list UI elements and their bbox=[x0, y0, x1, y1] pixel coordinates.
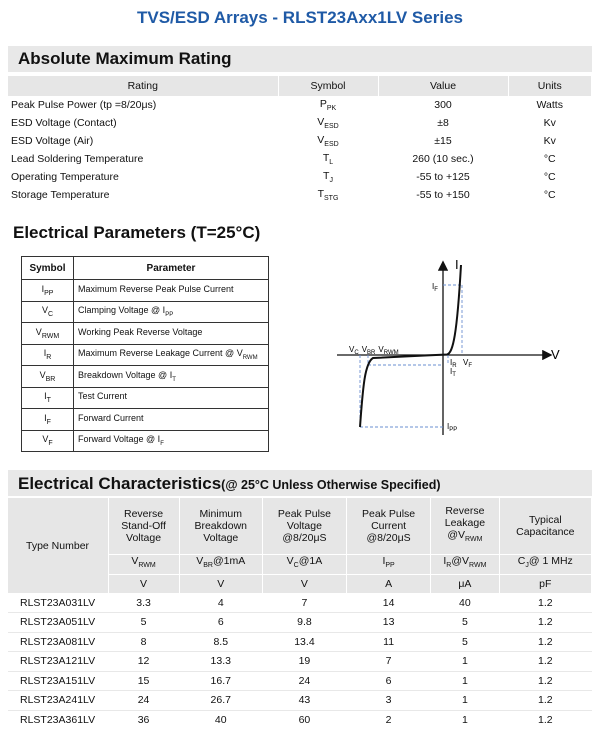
value-cell: 7 bbox=[262, 593, 346, 613]
symbol-cell: $P_{PK}$ bbox=[278, 96, 378, 114]
param-row bbox=[22, 366, 269, 388]
type-number-cell: RLST23A121LV bbox=[8, 652, 108, 672]
value-cell: 13.3 bbox=[179, 652, 262, 672]
param-description: Maximum Reverse Peak Pulse Current bbox=[74, 280, 269, 302]
param-symbol: $I_R$ bbox=[22, 344, 74, 366]
params-table bbox=[21, 256, 269, 452]
col-header: Minimum Breakdown Voltage bbox=[179, 498, 262, 554]
table-row bbox=[8, 671, 592, 691]
value-cell: 1 bbox=[431, 671, 499, 691]
col-unit: V bbox=[179, 574, 262, 593]
type-number-cell: RLST23A031LV bbox=[8, 593, 108, 613]
value-cell: 13 bbox=[347, 613, 431, 633]
param-description: Clamping Voltage @ $I_{PP}$ bbox=[74, 301, 269, 323]
value-cell: 1 bbox=[431, 652, 499, 672]
col-unit: pF bbox=[499, 574, 591, 593]
value-cell: 40 bbox=[179, 710, 262, 729]
unit-cell: °C bbox=[508, 168, 592, 186]
value-cell: 15 bbox=[108, 671, 179, 691]
unit-cell: °C bbox=[543, 153, 556, 165]
col-header: Peak Pulse Current @8/20μS bbox=[347, 498, 431, 554]
param-symbol: $I_F$ bbox=[22, 409, 74, 431]
value-cell: 24 bbox=[108, 691, 179, 711]
col-unit: μA bbox=[431, 574, 499, 593]
document-title: TVS/ESD Arrays - RLST23Axx1LV Series bbox=[137, 8, 463, 27]
value-cell: ±15 bbox=[378, 132, 508, 150]
abs-max-table bbox=[8, 76, 592, 205]
unit-cell: Kv bbox=[508, 132, 592, 150]
col-symbol: $V_C@1A$ bbox=[262, 554, 346, 574]
col-symbol: $I_R@V_{RWM}$ bbox=[431, 554, 499, 574]
param-row bbox=[22, 387, 269, 409]
value-cell: 1 bbox=[431, 691, 499, 711]
col-unit: V bbox=[108, 574, 179, 593]
value-cell: 36 bbox=[108, 710, 179, 729]
value-cell: 19 bbox=[262, 652, 346, 672]
value-cell: 7 bbox=[347, 652, 431, 672]
value-cell: 6 bbox=[347, 671, 431, 691]
col-value: Value bbox=[378, 76, 508, 96]
value-cell: 24 bbox=[262, 671, 346, 691]
param-symbol: $V_{BR}$ bbox=[22, 366, 74, 388]
type-number-cell: RLST23A051LV bbox=[8, 613, 108, 633]
label-it: $I_T$ bbox=[450, 367, 456, 378]
col-header: Reverse Stand-Off Voltage bbox=[108, 498, 179, 554]
param-description: Maximum Reverse Leakage Current @ $V_{RWM}$ bbox=[74, 344, 269, 366]
param-row bbox=[22, 344, 269, 366]
col-symbol: $V_{BR}@1mA$ bbox=[179, 554, 262, 574]
col-header: Peak Pulse Voltage @8/20μS bbox=[262, 498, 346, 554]
value-cell: 1.2 bbox=[499, 691, 591, 711]
col-param-symbol: Symbol bbox=[22, 257, 74, 280]
value-cell: 14 bbox=[347, 593, 431, 613]
label-ipp: $I_{PP}$ bbox=[447, 422, 458, 433]
value-cell: 3.3 bbox=[108, 593, 179, 613]
col-unit: V bbox=[262, 574, 346, 593]
param-description: Test Current bbox=[74, 387, 269, 409]
param-symbol: $I_T$ bbox=[22, 387, 74, 409]
rating-cell: Peak Pulse Power (tp =8/20μs) bbox=[8, 96, 278, 114]
param-row bbox=[22, 301, 269, 323]
param-row bbox=[22, 323, 269, 345]
value-cell: 16.7 bbox=[179, 671, 262, 691]
value-cell: 5 bbox=[108, 613, 179, 633]
col-header: Reverse Leakage $@V_{RWM}$ bbox=[431, 498, 499, 554]
value-cell: 26.7 bbox=[179, 691, 262, 711]
value-cell: 9.8 bbox=[262, 613, 346, 633]
axis-v-label: V bbox=[551, 347, 560, 362]
table-row bbox=[8, 691, 592, 711]
abs-max-row bbox=[8, 132, 592, 150]
col-symbol: $V_{RWM}$ bbox=[108, 554, 179, 574]
table-row bbox=[8, 652, 592, 672]
rating-cell: ESD Voltage (Air) bbox=[8, 132, 278, 150]
param-description: Working Peak Reverse Voltage bbox=[74, 323, 269, 345]
value-cell: -55 to +125 bbox=[378, 168, 508, 186]
col-unit: A bbox=[347, 574, 431, 593]
elec-char-heading: Electrical Characteristics(@ 25°C Unless Otherwise Specified) bbox=[8, 470, 592, 496]
value-cell: -55 to +150 bbox=[416, 189, 470, 201]
value-cell: 1.2 bbox=[499, 710, 591, 729]
elec-params-heading: Electrical Parameters (T=25°C) bbox=[8, 220, 592, 246]
value-cell: 1 bbox=[431, 710, 499, 729]
elec-char-note: (@ 25°C Unless Otherwise Specified) bbox=[221, 478, 441, 492]
symbol-cell: $T_J$ bbox=[278, 168, 378, 186]
abs-max-row bbox=[8, 168, 592, 186]
value-cell: 40 bbox=[431, 593, 499, 613]
abs-max-header-row bbox=[8, 76, 592, 96]
type-number-cell: RLST23A361LV bbox=[8, 710, 108, 729]
axis-i-label: I bbox=[455, 257, 459, 272]
symbol-cell: $T_{STG}$ bbox=[317, 187, 339, 203]
param-description: Breakdown Voltage @ $I_T$ bbox=[74, 366, 269, 388]
value-cell: 300 bbox=[378, 96, 508, 114]
symbol-cell: $T_L$ bbox=[322, 151, 334, 167]
param-row bbox=[22, 430, 269, 452]
value-cell: 13.4 bbox=[262, 632, 346, 652]
value-cell: 1.2 bbox=[499, 593, 591, 613]
param-symbol: $V_C$ bbox=[22, 301, 74, 323]
iv-characteristic-diagram bbox=[335, 255, 565, 440]
col-units: Units bbox=[508, 76, 592, 96]
col-header: Typical Capacitance bbox=[499, 498, 591, 554]
value-cell: 1.2 bbox=[499, 632, 591, 652]
type-number-cell: RLST23A151LV bbox=[8, 671, 108, 691]
value-cell: 4 bbox=[179, 593, 262, 613]
value-cell: 1.2 bbox=[499, 652, 591, 672]
value-cell: 5 bbox=[431, 632, 499, 652]
abs-max-row bbox=[8, 150, 592, 168]
param-description: Forward Current bbox=[74, 409, 269, 431]
col-param-name: Parameter bbox=[74, 257, 269, 280]
rating-cell: Lead Soldering Temperature bbox=[11, 153, 144, 165]
param-row bbox=[22, 280, 269, 302]
param-description: Forward Voltage @ $I_F$ bbox=[74, 430, 269, 452]
col-symbol: $C_J@$ 1 MHz bbox=[499, 554, 591, 574]
abs-max-row bbox=[8, 114, 592, 132]
abs-max-row bbox=[8, 96, 592, 114]
table-row bbox=[8, 593, 592, 613]
col-symbol: $I_{PP}$ bbox=[347, 554, 431, 574]
rating-cell: ESD Voltage (Contact) bbox=[11, 117, 117, 129]
value-cell: 8.5 bbox=[179, 632, 262, 652]
label-if: $I_F$ bbox=[432, 282, 438, 293]
value-cell: ±8 bbox=[437, 117, 449, 129]
value-cell: 43 bbox=[262, 691, 346, 711]
label-vc-vbr-vrwm: $V_C$ $V_{BR}$ $V_{RWM}$ bbox=[349, 345, 399, 356]
type-number-cell: RLST23A081LV bbox=[8, 632, 108, 652]
value-cell: 8 bbox=[108, 632, 179, 652]
rating-cell: Storage Temperature bbox=[11, 189, 110, 201]
value-cell: 11 bbox=[347, 632, 431, 652]
label-vf: $V_F$ bbox=[463, 358, 473, 369]
value-cell: 260 (10 sec.) bbox=[412, 153, 474, 165]
col-symbol: Symbol bbox=[278, 76, 378, 96]
value-cell: 5 bbox=[431, 613, 499, 633]
rating-cell: Operating Temperature bbox=[8, 168, 278, 186]
abs-max-heading: Absolute Maximum Rating bbox=[8, 46, 592, 72]
col-rating: Rating bbox=[8, 76, 278, 96]
label-ir: $I_R$ bbox=[450, 358, 457, 369]
unit-cell: °C bbox=[543, 189, 556, 201]
param-row bbox=[22, 409, 269, 431]
unit-cell: Kv bbox=[543, 117, 556, 129]
symbol-cell: $V_{ESD}$ bbox=[317, 115, 339, 131]
value-cell: 1.2 bbox=[499, 613, 591, 633]
param-symbol: $I_{PP}$ bbox=[22, 280, 74, 302]
value-cell: 1.2 bbox=[499, 671, 591, 691]
value-cell: 3 bbox=[347, 691, 431, 711]
symbol-cell: $V_{ESD}$ bbox=[278, 132, 378, 150]
param-symbol: $V_F$ bbox=[22, 430, 74, 452]
value-cell: 2 bbox=[347, 710, 431, 729]
table-row bbox=[8, 613, 592, 633]
value-cell: 12 bbox=[108, 652, 179, 672]
iv-curve bbox=[360, 265, 461, 427]
col-type-number: Type Number bbox=[8, 498, 108, 593]
unit-cell: Watts bbox=[508, 96, 592, 114]
elec-char-table bbox=[8, 498, 592, 729]
value-cell: 6 bbox=[179, 613, 262, 633]
value-cell: 60 bbox=[262, 710, 346, 729]
abs-max-row bbox=[8, 186, 592, 204]
table-row bbox=[8, 632, 592, 652]
type-number-cell: RLST23A241LV bbox=[8, 691, 108, 711]
table-row bbox=[8, 710, 592, 729]
param-symbol: $V_{RWM}$ bbox=[22, 323, 74, 345]
